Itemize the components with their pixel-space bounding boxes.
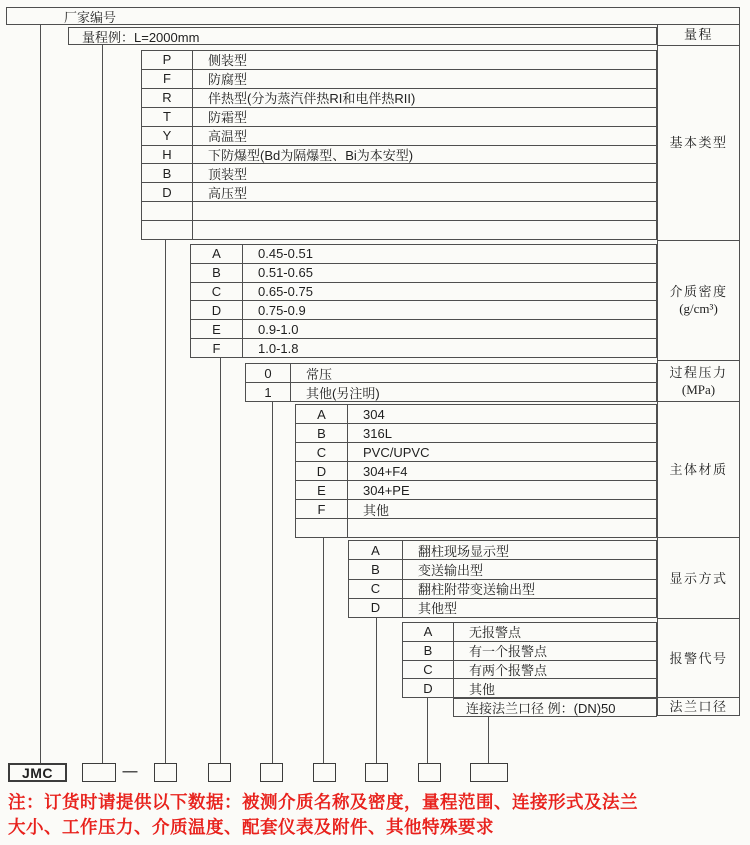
- manufacturer-number-label: 厂家编号: [64, 9, 117, 25]
- basic-type-row: [142, 51, 656, 70]
- option-code: [142, 202, 193, 220]
- code-box-alarm-code: [418, 763, 441, 782]
- model-separator-dash: —: [122, 763, 138, 780]
- connector-line-basic-type: [165, 239, 166, 763]
- option-label: 有一个报警点: [469, 644, 548, 660]
- connector-line-range: [102, 44, 103, 763]
- connector-line-alarm-code: [427, 697, 428, 763]
- category-density-unit: (g/cm³): [679, 301, 718, 317]
- option-label: 1.0-1.8: [258, 340, 299, 356]
- option-code: D: [191, 301, 243, 319]
- option-code: H: [142, 146, 193, 164]
- option-code: A: [403, 623, 454, 641]
- category-basic-type: 基本类型: [658, 46, 739, 241]
- alarm-code-table: [402, 622, 657, 698]
- code-box-flange-size: [470, 763, 508, 782]
- category-pressure-unit: (MPa): [681, 381, 716, 397]
- connector-line-density: [220, 357, 221, 763]
- option-label: PVC/UPVC: [363, 444, 430, 460]
- option-label: 翻柱现场显示型: [418, 543, 510, 559]
- option-code: C: [349, 580, 403, 598]
- option-code: B: [296, 424, 348, 442]
- option-label: 变送输出型: [418, 562, 484, 578]
- alarm-row: [403, 623, 656, 642]
- display-mode-row: [349, 580, 656, 599]
- option-code: 1: [246, 383, 291, 401]
- material-row: [296, 405, 656, 424]
- basic-type-row: [142, 164, 656, 183]
- density-row: [191, 301, 656, 320]
- density-row: [191, 264, 656, 283]
- code-box-density: [208, 763, 231, 782]
- connector-line-material: [323, 537, 324, 763]
- manufacturer-number-box: [6, 7, 740, 25]
- option-code: A: [349, 541, 403, 559]
- option-label: 304+F4: [363, 463, 408, 479]
- option-code: [296, 519, 348, 537]
- basic-type-row: [142, 146, 656, 165]
- connector-line-manufacturer: [40, 24, 41, 763]
- option-code: A: [191, 245, 243, 263]
- option-label: 其他型: [418, 601, 458, 617]
- option-label: 防腐型: [208, 72, 248, 88]
- display-mode-row: [349, 560, 656, 579]
- option-label: 0.51-0.65: [258, 265, 313, 281]
- option-code: A: [296, 405, 348, 423]
- alarm-row: [403, 679, 656, 697]
- code-box-material: [313, 763, 336, 782]
- option-code: 0: [246, 364, 291, 382]
- category-flange-size: 法兰口径: [669, 699, 728, 714]
- option-code: D: [142, 183, 193, 201]
- density-table: [190, 244, 657, 358]
- order-note-line2: 大小、工作压力、介质温度、配套仪表及附件、其他特殊要求: [8, 817, 494, 837]
- flange-size-text: 连接法兰口径 例：(DN)50: [466, 701, 616, 716]
- basic-type-row: [142, 221, 656, 239]
- material-row: [296, 519, 656, 537]
- material-row: [296, 443, 656, 462]
- option-label: 304+PE: [363, 482, 410, 498]
- option-code: T: [142, 108, 193, 126]
- option-label: [193, 221, 656, 239]
- category-column: [657, 24, 740, 716]
- option-code: F: [142, 70, 193, 88]
- model-prefix-box: JMC: [8, 763, 67, 782]
- option-label: 顶装型: [208, 166, 248, 182]
- flange-size-row: [453, 698, 657, 717]
- density-row: [191, 320, 656, 339]
- display-mode-row: [349, 599, 656, 617]
- option-code: F: [191, 339, 243, 357]
- option-code: P: [142, 51, 193, 69]
- option-label: 304: [363, 406, 385, 422]
- category-alarm-code: 报警代号: [658, 619, 739, 698]
- display-mode-table: [348, 540, 657, 618]
- basic-type-table: [141, 50, 657, 240]
- option-code: B: [349, 560, 403, 578]
- basic-type-row: [142, 183, 656, 202]
- density-row: [191, 283, 656, 302]
- pressure-row: [246, 364, 656, 383]
- option-label: [193, 202, 656, 220]
- option-code: [142, 221, 193, 239]
- connector-line-flange-size: [488, 716, 489, 763]
- option-label: [348, 519, 656, 537]
- option-code: R: [142, 89, 193, 107]
- option-code: C: [296, 443, 348, 461]
- option-label: 翻柱附带变送输出型: [418, 582, 536, 598]
- option-label: 侧装型: [208, 53, 248, 69]
- option-label: 0.45-0.51: [258, 246, 313, 262]
- option-label: 0.75-0.9: [258, 302, 306, 318]
- option-code: Y: [142, 127, 193, 145]
- basic-type-row: [142, 89, 656, 108]
- category-density: 介质密度 (g/cm³): [658, 241, 739, 361]
- option-code: E: [296, 481, 348, 499]
- pressure-row: [246, 383, 656, 401]
- order-note: [8, 790, 748, 840]
- option-label: 0.9-1.0: [258, 321, 299, 337]
- option-label: 防霜型: [208, 110, 248, 126]
- option-label: 其他: [469, 681, 496, 697]
- basic-type-row: [142, 70, 656, 89]
- option-code: B: [403, 642, 454, 660]
- material-row: [296, 481, 656, 500]
- density-row: [191, 245, 656, 264]
- alarm-row: [403, 642, 656, 661]
- option-label: 高压型: [208, 185, 248, 201]
- material-row: [296, 462, 656, 481]
- material-row: [296, 500, 656, 519]
- option-code: F: [296, 500, 348, 518]
- option-label: 伴热型(分为蒸汽伴热RI和电伴热RII): [208, 91, 416, 107]
- basic-type-row: [142, 127, 656, 146]
- display-mode-row: [349, 541, 656, 560]
- pressure-table: [245, 363, 657, 402]
- option-label: 其他: [363, 502, 390, 518]
- option-label: 无报警点: [469, 625, 522, 641]
- alarm-row: [403, 661, 656, 680]
- category-pressure: 过程压力 (MPa): [658, 361, 739, 403]
- option-code: C: [191, 283, 243, 301]
- category-display-mode: 显示方式: [658, 538, 739, 619]
- code-box-range: [82, 763, 116, 782]
- order-note-line1: 注：订货时请提供以下数据：被测介质名称及密度，量程范围、连接形式及法兰: [8, 792, 638, 812]
- option-code: C: [403, 661, 454, 679]
- option-code: D: [349, 599, 403, 617]
- option-code: B: [191, 264, 243, 282]
- option-label: 高温型: [208, 129, 248, 145]
- option-code: E: [191, 320, 243, 338]
- option-label: 其他(另注明): [306, 385, 380, 401]
- density-row: [191, 339, 656, 357]
- option-label: 0.65-0.75: [258, 284, 313, 300]
- option-label: 下防爆型(Bd为隔爆型、Bi为本安型): [208, 147, 414, 163]
- option-code: D: [403, 679, 454, 697]
- connector-line-pressure: [272, 401, 273, 763]
- material-row: [296, 424, 656, 443]
- option-label: 有两个报警点: [469, 662, 548, 678]
- option-code: D: [296, 462, 348, 480]
- option-code: B: [142, 164, 193, 182]
- material-table: [295, 404, 657, 538]
- range-example-box: [68, 27, 657, 45]
- option-label: 316L: [363, 425, 392, 441]
- basic-type-row: [142, 202, 656, 221]
- category-range: 量程: [658, 25, 739, 46]
- code-box-pressure: [260, 763, 283, 782]
- code-box-display-mode: [365, 763, 388, 782]
- basic-type-row: [142, 108, 656, 127]
- code-box-basic-type: [154, 763, 177, 782]
- range-example-text: 量程例：L=2000mm: [82, 29, 200, 45]
- connector-line-display-mode: [376, 617, 377, 763]
- category-material: 主体材质: [658, 402, 739, 538]
- option-label: 常压: [306, 366, 333, 382]
